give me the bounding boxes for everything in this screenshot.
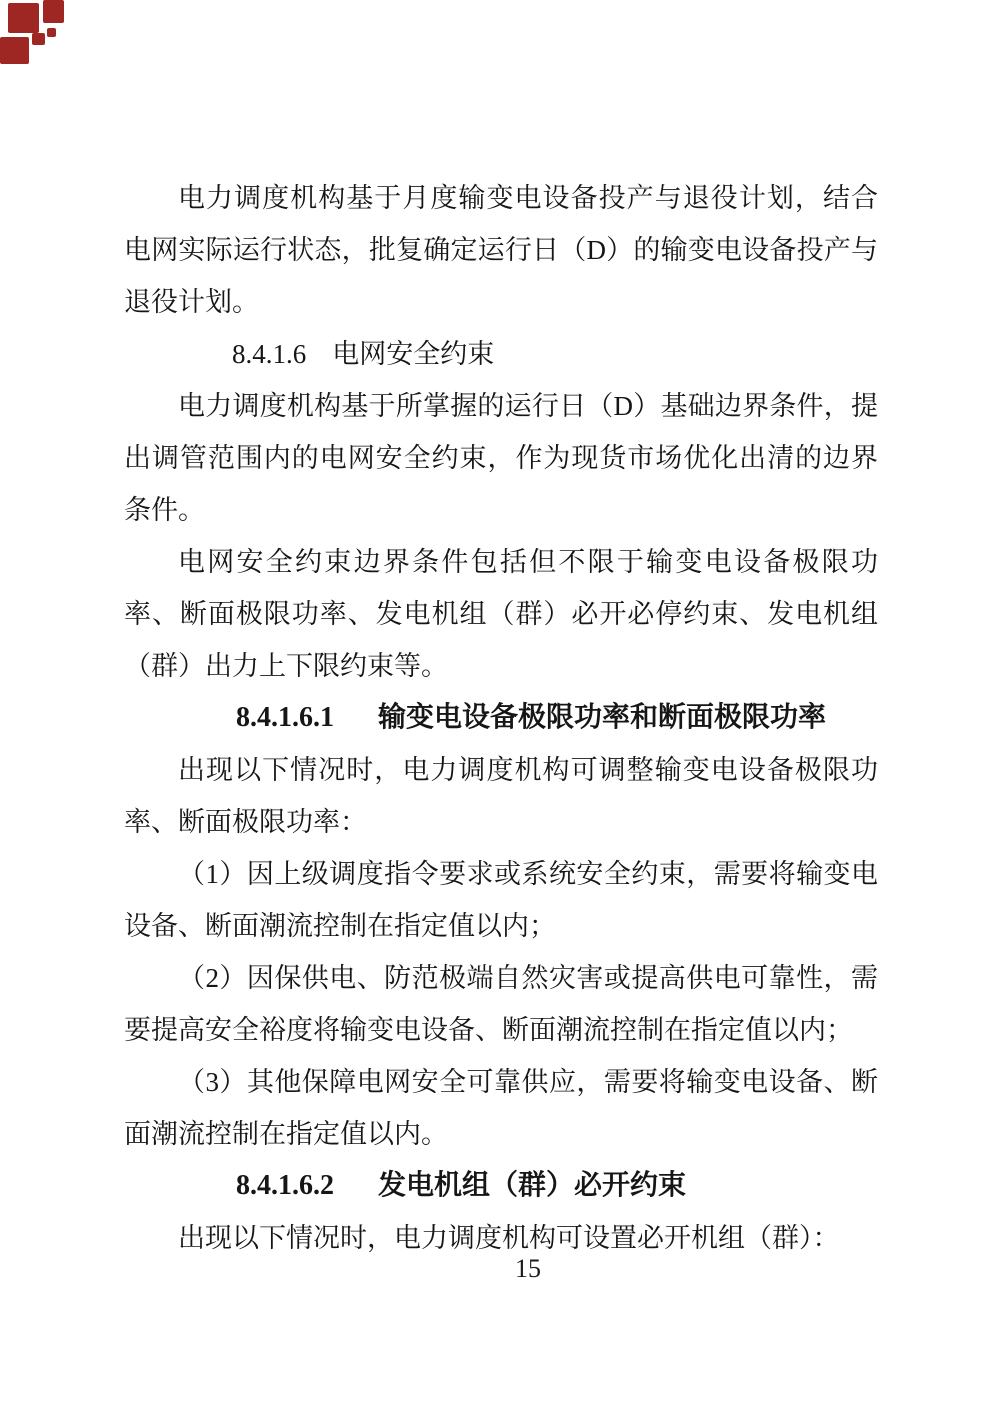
section-title: 发电机组（群）必开约束 xyxy=(378,1170,687,1201)
section-title: 电网安全约束 xyxy=(332,339,495,369)
section-title: 输变电设备极限功率和断面极限功率 xyxy=(378,702,827,733)
red-stamp-mark xyxy=(8,3,39,33)
section-number: 8.4.1.6.2 xyxy=(236,1170,334,1201)
red-stamp-mark xyxy=(0,37,29,64)
red-stamp-mark xyxy=(47,28,56,37)
red-stamp-mark xyxy=(43,0,64,23)
paragraph: （2）因保供电、防范极端自然灾害或提高供电可靠性，需要提高安全裕度将输变电设备、断面潮流控制在指定值以内； xyxy=(124,963,878,1045)
paragraph: 电力调度机构基于月度输变电设备投产与退役计划，结合电网实际运行状态，批复确定运行日（D）的输变电设备投产与退役计划。 xyxy=(124,183,878,317)
paragraph: 出现以下情况时，电力调度机构可调整输变电设备极限功率、断面极限功率： xyxy=(124,755,878,837)
paragraph: 电力调度机构基于所掌握的运行日（D）基础边界条件，提出调管范围内的电网安全约束，作为现货市场优化出清的边界条件。 xyxy=(124,391,878,525)
paragraph: 电网安全约束边界条件包括但不限于输变电设备极限功率、断面极限功率、发电机组（群）必开必停约束、发电机组（群）出力上下限约束等。 xyxy=(124,547,878,681)
section-number: 8.4.1.6 xyxy=(232,339,307,369)
red-stamp-mark xyxy=(32,33,45,45)
paragraph: （3）其他保障电网安全可靠供应，需要将输变电设备、断面潮流控制在指定值以内。 xyxy=(124,1067,878,1149)
paragraph: （1）因上级调度指令要求或系统安全约束，需要将输变电设备、断面潮流控制在指定值以内； xyxy=(124,859,878,941)
section-heading xyxy=(124,1160,878,1212)
document-body xyxy=(124,172,878,1264)
section-heading xyxy=(124,692,878,744)
paragraph: 出现以下情况时，电力调度机构可设置必开机组（群）： xyxy=(178,1223,840,1253)
section-number: 8.4.1.6.1 xyxy=(236,702,334,733)
page-number: 15 xyxy=(515,1254,541,1283)
section-heading xyxy=(124,328,878,380)
